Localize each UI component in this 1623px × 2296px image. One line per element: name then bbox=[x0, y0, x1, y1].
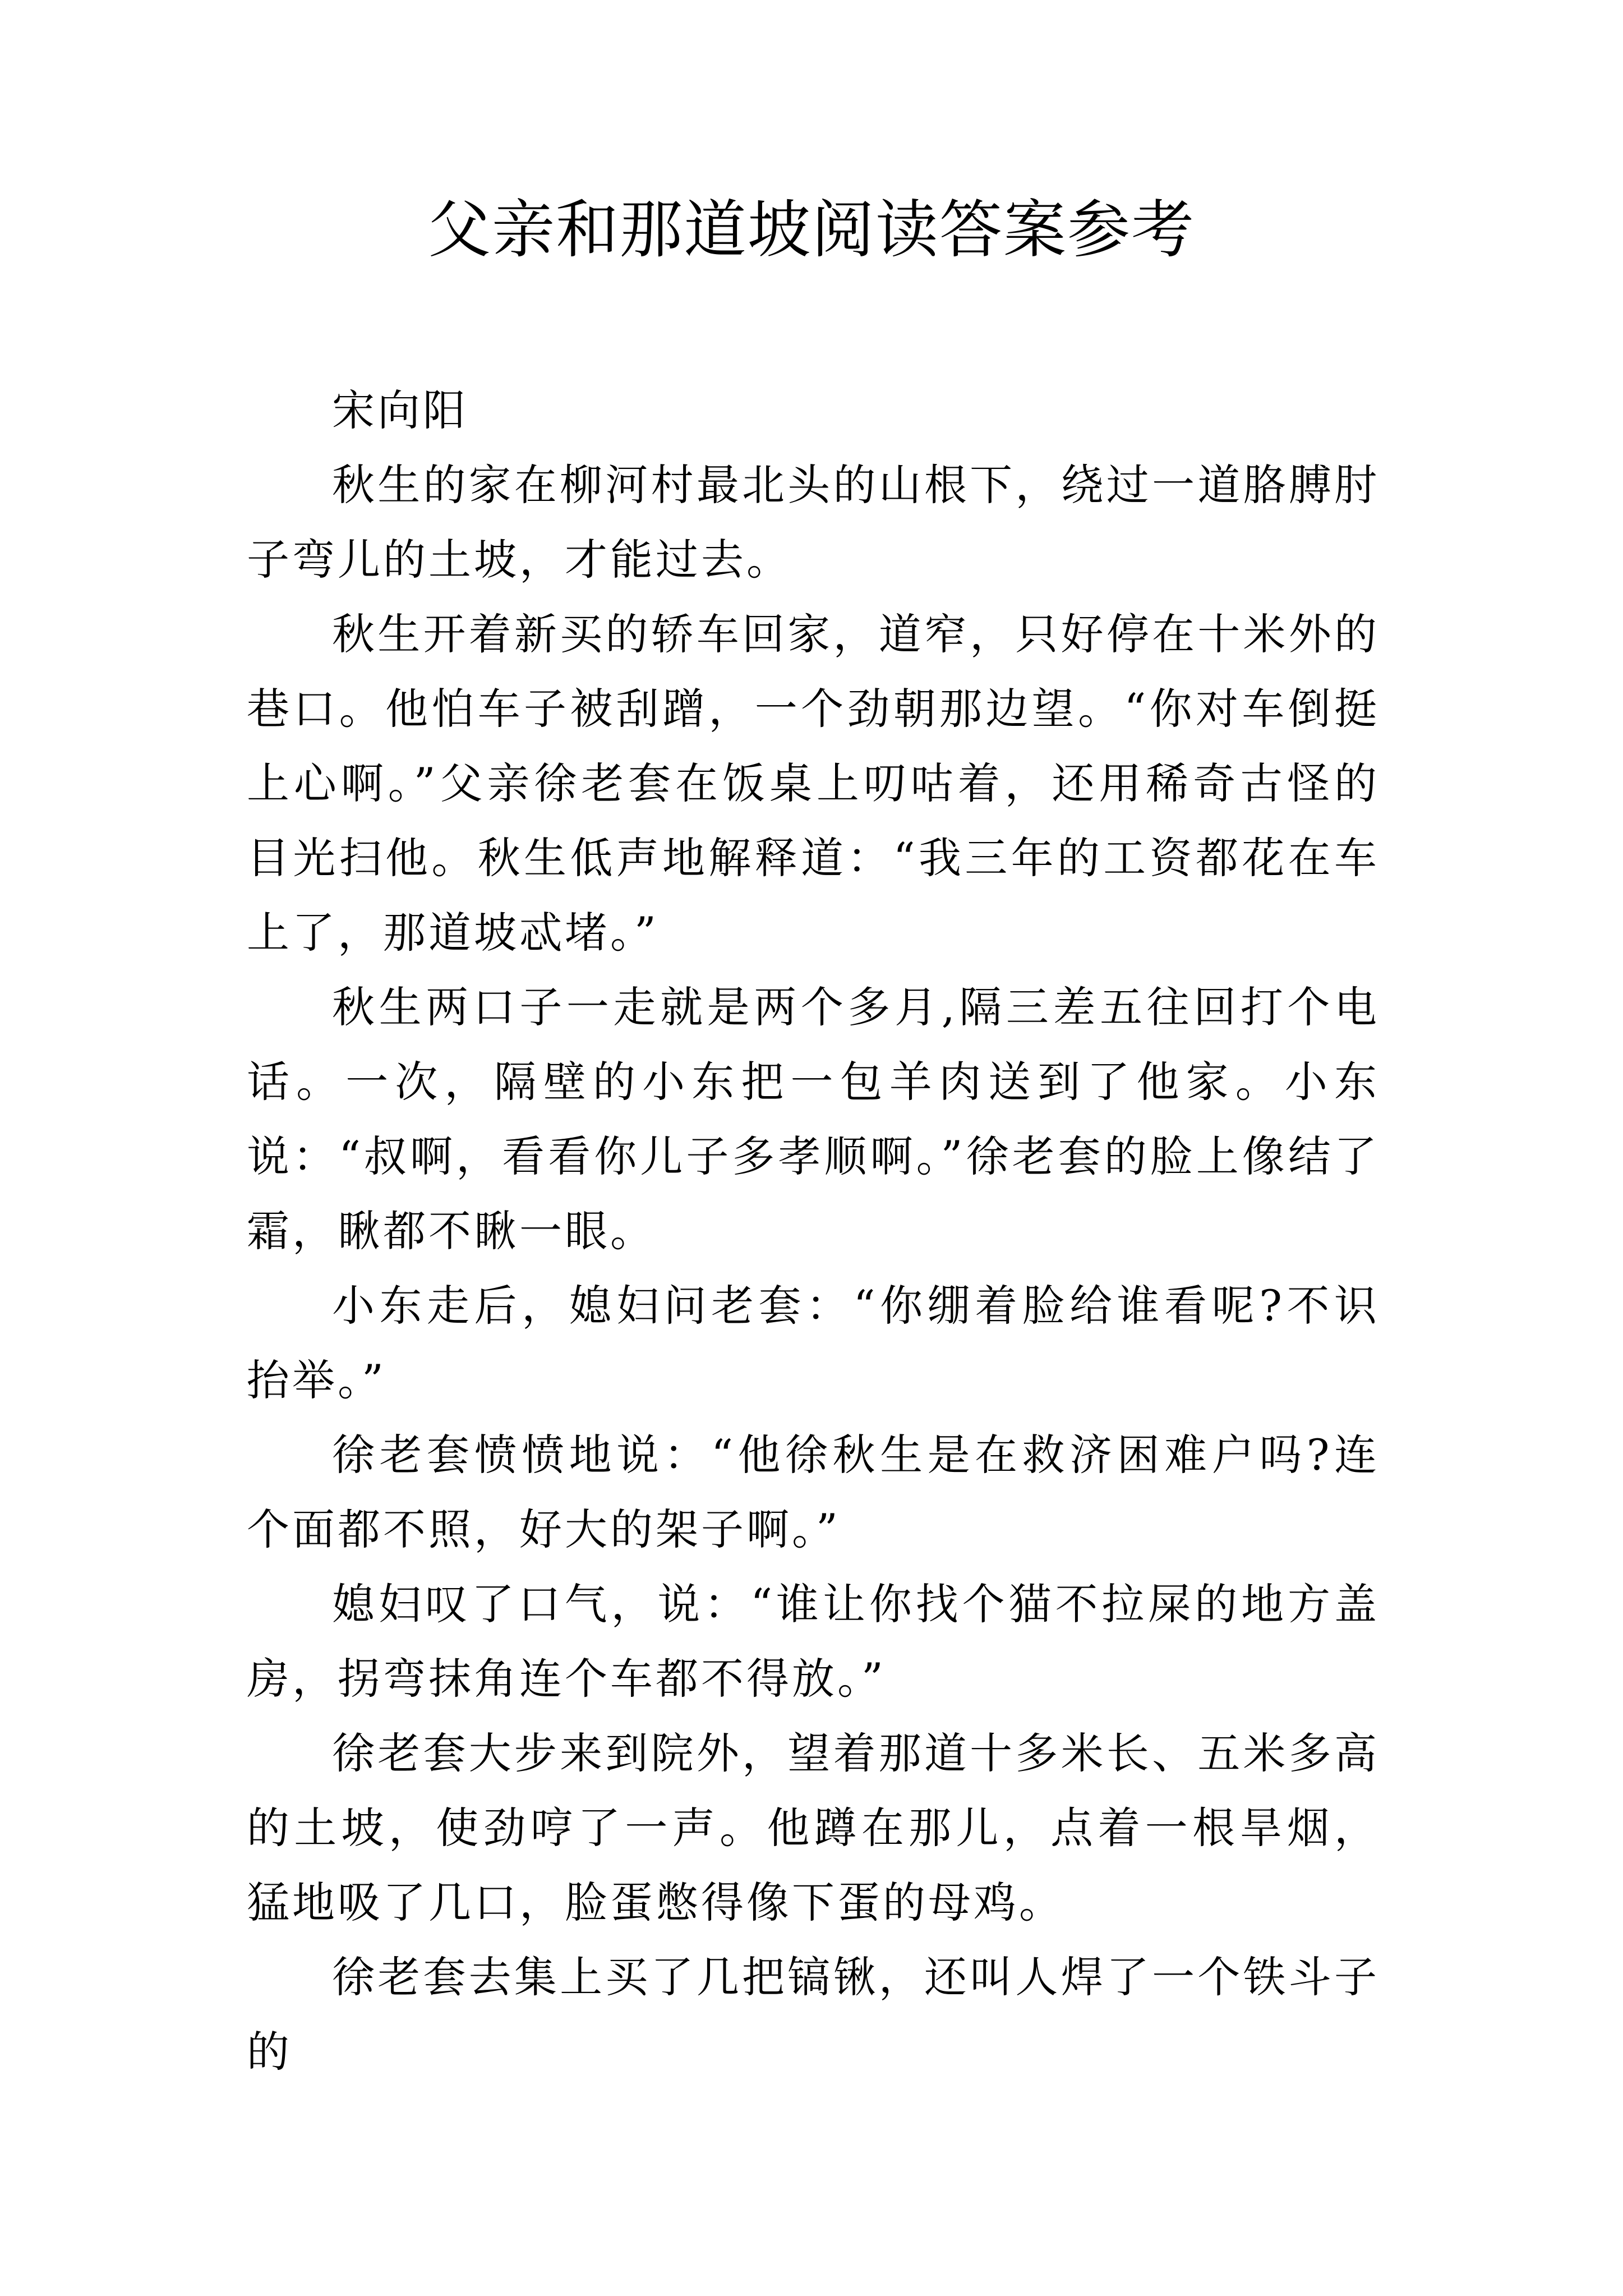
paragraph: 徐老套愤愤地说：“他徐秋生是在救济困难户吗?连个面都不照，好大的架子啊。” bbox=[247, 1430, 1380, 1554]
paragraph: 秋生两口子一走就是两个多月,隔三差五往回打个电话。一次，隔壁的小东把一包羊肉送到了他家。小东说：“叔啊，看看你儿子多孝顺啊。”徐老套的脸上像结了霜，瞅都不瞅一眼。 bbox=[247, 982, 1380, 1256]
document-body bbox=[247, 373, 1380, 2089]
paragraph: 媳妇叹了口气，说：“谁让你找个猫不拉屎的地方盖房，拐弯抹角连个车都不得放。” bbox=[247, 1579, 1380, 1704]
paragraph: 徐老套去集上买了几把镐锹，还叫人焊了一个铁斗子的 bbox=[247, 1952, 1380, 2077]
author-name: 宋向阳 bbox=[332, 385, 468, 435]
paragraph: 徐老套大步来到院外，望着那道十多米长、五米多高的土坡，使劲哼了一声。他蹲在那儿，点着一根旱烟，猛地吸了几口，脸蛋憋得像下蛋的母鸡。 bbox=[247, 1728, 1380, 1927]
paragraph: 秋生开着新买的轿车回家，道窄，只好停在十米外的巷口。他怕车子被刮蹭，一个劲朝那边望。“你对车倒挺上心啊。”父亲徐老套在饭桌上叨咕着，还用稀奇古怪的目光扫他。秋生低声地解释道：“我三年的工资都花在车上了，那道坡忒堵。” bbox=[247, 609, 1380, 958]
paragraph: 秋生的家在柳河村最北头的山根下，绕过一道胳膊肘子弯儿的土坡，才能过去。 bbox=[247, 460, 1380, 585]
paragraph: 小东走后，媳妇问老套：“你绷着脸给谁看呢?不识抬举。” bbox=[247, 1281, 1380, 1405]
document-title: 父亲和那道坡阅读答案参考 bbox=[428, 194, 1195, 266]
